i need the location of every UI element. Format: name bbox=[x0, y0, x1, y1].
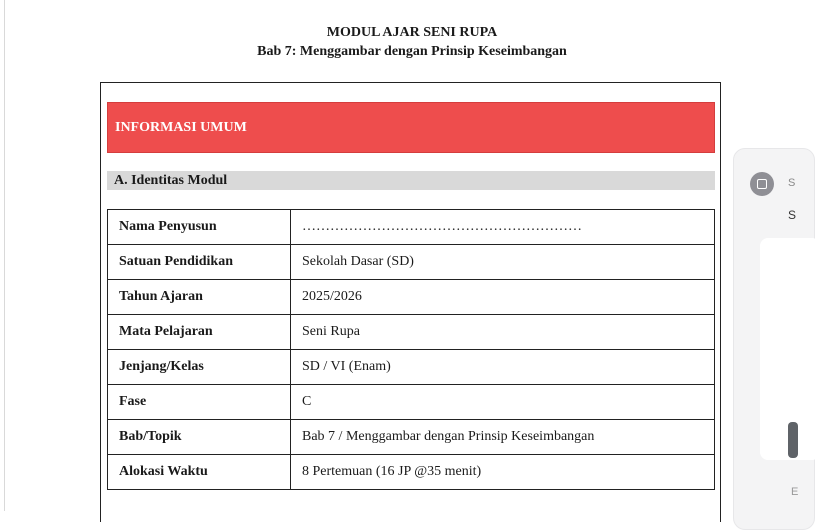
table-row bbox=[108, 385, 715, 420]
row-label: Alokasi Waktu bbox=[108, 455, 291, 490]
row-value: 2025/2026 bbox=[291, 280, 715, 315]
row-label: Fase bbox=[108, 385, 291, 420]
table-row bbox=[108, 280, 715, 315]
identity-table bbox=[107, 209, 715, 490]
table-row bbox=[108, 455, 715, 490]
row-value: C bbox=[291, 385, 715, 420]
section-banner: INFORMASI UMUM bbox=[107, 102, 715, 153]
row-value: 8 Pertemuan (16 JP @35 menit) bbox=[291, 455, 715, 490]
row-value: Sekolah Dasar (SD) bbox=[291, 245, 715, 280]
row-value: SD / VI (Enam) bbox=[291, 350, 715, 385]
panel-app-icon[interactable] bbox=[750, 172, 774, 196]
side-panel-label-mid: S bbox=[788, 208, 797, 222]
row-value: Bab 7 / Menggambar dengan Prinsip Keseimbangan bbox=[291, 420, 715, 455]
table-row bbox=[108, 350, 715, 385]
row-value: …………………………………………………… bbox=[291, 210, 715, 245]
table-row bbox=[108, 315, 715, 350]
document-title: MODUL AJAR SENI RUPA bbox=[326, 25, 498, 40]
table-row bbox=[108, 420, 715, 455]
row-label: Mata Pelajaran bbox=[108, 315, 291, 350]
row-value: Seni Rupa bbox=[291, 315, 715, 350]
side-panel-scrollbar[interactable] bbox=[788, 422, 798, 458]
row-label: Jenjang/Kelas bbox=[108, 350, 291, 385]
row-label: Satuan Pendidikan bbox=[108, 245, 291, 280]
subsection-heading: A. Identitas Modul bbox=[107, 171, 715, 190]
side-panel-label-top: S bbox=[788, 177, 796, 189]
row-label: Tahun Ajaran bbox=[108, 280, 291, 315]
page-left-border bbox=[4, 0, 5, 511]
document-subtitle: Bab 7: Menggambar dengan Prinsip Keseimbangan bbox=[257, 44, 567, 59]
side-panel-label-bottom: E bbox=[791, 486, 799, 498]
row-label: Nama Penyusun bbox=[108, 210, 291, 245]
table-row bbox=[108, 210, 715, 245]
table-row bbox=[108, 245, 715, 280]
row-label: Bab/Topik bbox=[108, 420, 291, 455]
